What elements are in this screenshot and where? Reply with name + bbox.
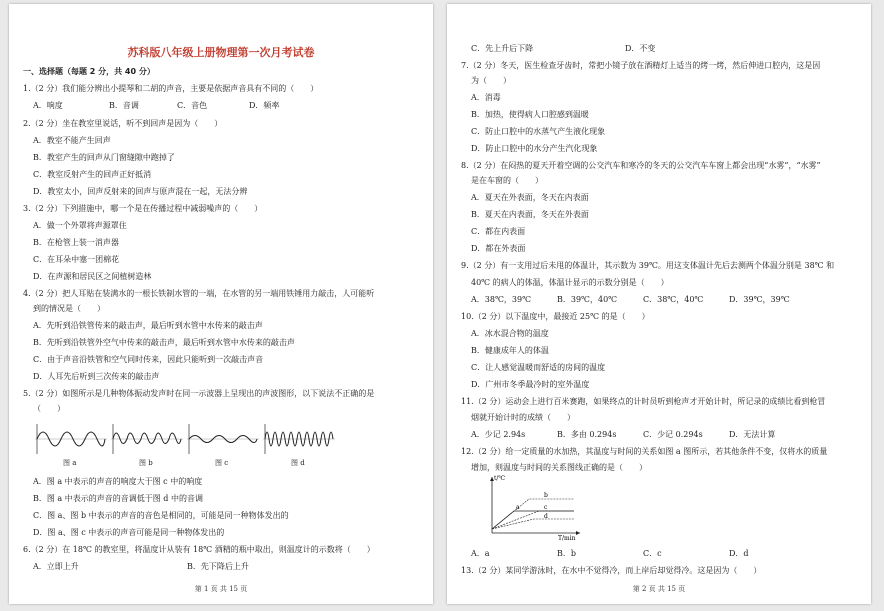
q4-option-c: C．由于声音沿铁管和空气同时传来，因此只能听到一次敲击声音	[33, 355, 264, 364]
q3-option-a: A．做一个外罩将声源罩住	[33, 221, 127, 230]
q5-option-a: A．图 a 中表示的声音的响度大于图 c 中的响度	[33, 477, 203, 486]
q2-option-c: C．教室反射产生的回声正好抵消	[33, 170, 152, 179]
q6-option-c: C．先上升后下降	[471, 44, 534, 53]
waveform-c-label: 图 c	[215, 459, 229, 467]
question-2: 2.（2 分）坐在教室里说话，听不到回声是因为（ ）	[23, 119, 223, 128]
question-5-cont: （ ）	[33, 404, 65, 413]
question-9: 9.（2 分）有一支用过后未甩的体温计，其示数为 39℃。用这支体温计先后去测两个体温分别是 38℃ 和	[461, 261, 835, 270]
waveform-d-label: 图 d	[291, 459, 305, 467]
question-5: 5.（2 分）如图所示是几种物体振动发声时在同一示波器上呈现出的声波图形，以下说法不正确的是	[23, 389, 375, 398]
question-13: 13.（2 分）某同学游泳时，在水中不觉得冷，而上岸后却觉得冷。这是因为（ ）	[461, 566, 762, 575]
q3-option-d: D．在声源和居民区之间植树造林	[33, 272, 152, 281]
waveform-b-label: 图 b	[139, 459, 153, 467]
q11-option-a: A．少记 2.94s	[471, 430, 526, 439]
question-8: 8.（2 分）在闷热的夏天开着空调的公交汽车和寒冷的冬天的公交汽车车窗上都会出现“水雾”，“水雾”	[461, 161, 821, 170]
temperature-time-graph	[484, 471, 584, 541]
q5-option-d: D．图 a、图 c 中表示的声音可能是同一种物体发出的	[33, 528, 225, 537]
q8-option-d: D．都在外表面	[471, 244, 526, 253]
q8-option-b: B．夏天在内表面，冬天在外表面	[471, 210, 589, 219]
q2-option-d: D．教室太小，回声反射来的回声与原声混在一起，无法分辨	[33, 187, 248, 196]
q10-option-b: B．健康成年人的体温	[471, 346, 549, 355]
q4-option-b: B．先听到沿铁管外空气中传来的敲击声，最后听到水管中水传来的敲击声	[33, 338, 295, 347]
q9-option-a: A．38℃，39℃	[471, 295, 532, 304]
page-footer: 第 1 页 共 15 页	[194, 585, 248, 593]
q5-option-c: C．图 a、图 b 中表示的声音的音色是相同的，可能是同一种物体发出的	[33, 511, 289, 520]
q11-option-c: C．少记 0.294s	[643, 430, 703, 439]
q1-option-b: B．音调	[109, 101, 139, 110]
waveform-b	[111, 422, 183, 456]
q7-option-b: B．加热，使得病人口腔感到温暖	[471, 110, 589, 119]
graph-line-d: d	[544, 513, 548, 520]
q8-option-a: A．夏天在外表面，冬天在内表面	[471, 193, 589, 202]
graph-y-label: t/℃	[494, 475, 506, 482]
q6-option-d: D．不变	[625, 44, 656, 53]
q6-option-b: B．先下降后上升	[187, 562, 249, 571]
q2-option-a: A．教室不能产生回声	[33, 136, 111, 145]
q9-option-c: C．38℃，40℃	[643, 295, 704, 304]
q12-option-b: B．b	[557, 549, 576, 558]
question-7-cont: 为（ ）	[471, 76, 511, 85]
q11-option-b: B．多由 0.294s	[557, 430, 617, 439]
waveform-a-label: 图 a	[63, 459, 77, 467]
q8-option-c: C．都在内表面	[471, 227, 526, 236]
question-4: 4.（2 分）把人耳贴在装满水的一根长铁制水管的一端，在水管的另一端用铁锤用力敲击，人可能听	[23, 289, 375, 298]
q9-option-d: D．39℃，39℃	[729, 295, 790, 304]
waveform-a	[35, 422, 107, 456]
exam-page-1	[9, 4, 433, 604]
section-heading: 一、选择题（每题 2 分，共 40 分）	[23, 67, 155, 76]
q10-option-a: A．冰水混合物的温度	[471, 329, 549, 338]
q12-option-a: A．a	[471, 549, 490, 558]
q4-option-d: D．人耳先后听到三次传来的敲击声	[33, 372, 160, 381]
page-footer: 第 2 页 共 15 页	[632, 585, 686, 593]
q2-option-b: B．教室产生的回声从门窗缝隙中跑掉了	[33, 153, 175, 162]
question-6: 6.（2 分）在 18℃ 的教室里，将温度计从装有 18℃ 酒精的瓶中取出，则温度计的示数将（ ）	[23, 545, 375, 554]
q9-option-b: B．39℃，40℃	[557, 295, 618, 304]
q7-option-c: C．防止口腔中的水蒸气产生液化现象	[471, 127, 606, 136]
q4-option-a: A．先听到沿铁管传来的敲击声，最后听到水管中水传来的敲击声	[33, 321, 263, 330]
q12-option-d: D．d	[729, 549, 749, 558]
question-4-cont: 到的情况是（ ）	[33, 304, 105, 313]
question-8-cont: 是在车窗的（ ）	[471, 176, 543, 185]
question-11-cont: 烟就开始计时的成绩（ ）	[471, 413, 575, 422]
question-12: 12.（2 分）给一定质量的水加热，其温度与时间的关系如图 a 图所示，若其他条件不变，仅将水的质量	[461, 447, 828, 456]
q5-option-b: B．图 a 中表示的声音的音调低于图 d 中的音调	[33, 494, 203, 503]
exam-page-2	[447, 4, 871, 604]
question-3: 3.（2 分）下列措施中，哪一个是在传播过程中减弱噪声的（ ）	[23, 204, 263, 213]
q1-option-c: C．音色	[177, 101, 208, 110]
q3-option-c: C．在耳朵中塞一团棉花	[33, 255, 120, 264]
q7-option-a: A．消毒	[471, 93, 501, 102]
q3-option-b: B．在枪管上装一消声器	[33, 238, 119, 247]
question-11: 11.（2 分）运动会上进行百米赛跑，如果终点的计时员听到枪声才开始计时，所记录的成绩比看到枪冒	[461, 397, 826, 406]
q11-option-d: D．无法计算	[729, 430, 776, 439]
question-9-cont: 40℃ 的病人的体温，体温计显示的示数分别是（ ）	[471, 278, 669, 287]
graph-line-b: b	[544, 492, 548, 499]
graph-line-c: c	[544, 504, 548, 511]
q12-option-c: C．c	[643, 549, 662, 558]
q1-option-a: A．响度	[33, 101, 63, 110]
q10-option-d: D．广州市冬季最冷时的室外温度	[471, 380, 590, 389]
waveform-d	[263, 422, 335, 456]
question-1: 1.（2 分）我们能分辨出小提琴和二胡的声音，主要是依据声音具有不同的（ ）	[23, 84, 319, 93]
exam-title: 苏科版八年级上册物理第一次月考试卷	[127, 46, 315, 59]
q7-option-d: D．防止口腔中的水分产生汽化现象	[471, 144, 598, 153]
question-12-cont: 增加，则温度与时间的关系图线正确的是（ ）	[471, 463, 647, 472]
question-10: 10.（2 分）以下温度中，最接近 25℃ 的是（ ）	[461, 312, 650, 321]
q6-option-a: A．立即上升	[33, 562, 79, 571]
question-7: 7.（2 分）冬天，医生检查牙齿时，常把小镜子放在酒精灯上适当的烤一烤，然后伸进口腔内，这是因	[461, 61, 821, 70]
q10-option-c: C．让人感觉温暖而舒适的房间的温度	[471, 363, 606, 372]
graph-line-a: a	[516, 504, 520, 511]
graph-x-label: T/min	[558, 535, 576, 541]
waveform-c	[187, 422, 259, 456]
q1-option-d: D．频率	[249, 101, 280, 110]
